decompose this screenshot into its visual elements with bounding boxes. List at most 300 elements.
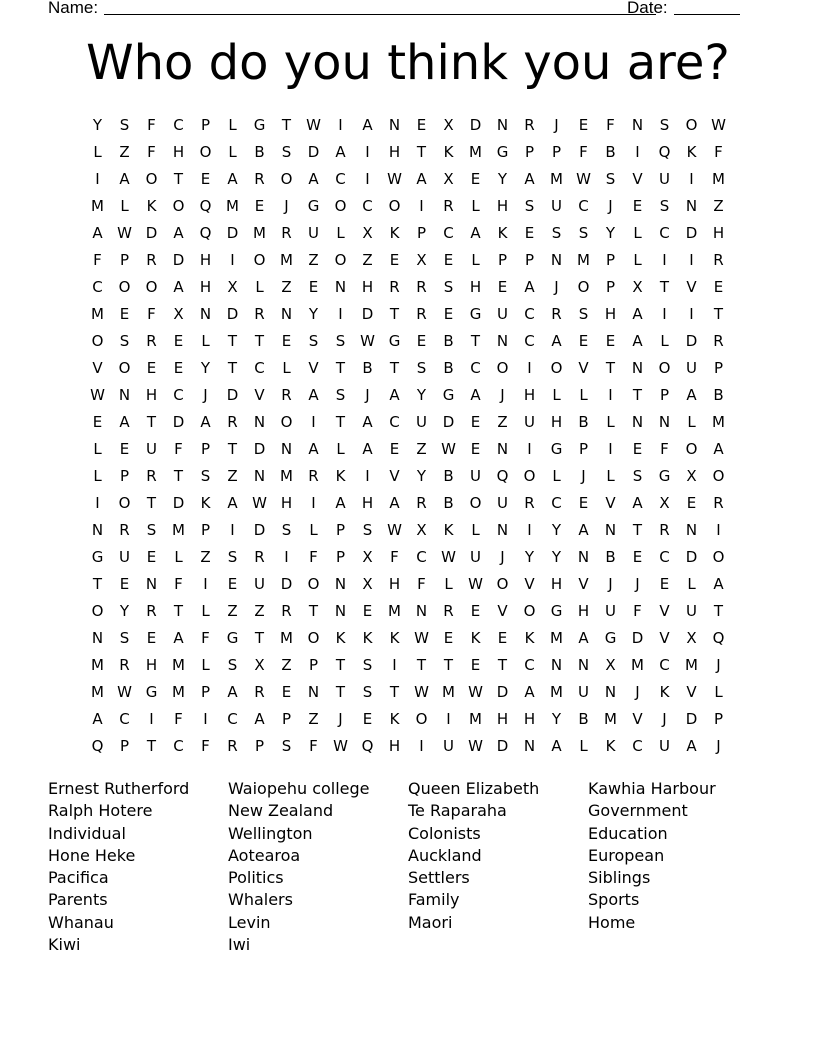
grid-letter[interactable]: E (92, 413, 103, 431)
grid-letter[interactable]: S (578, 224, 589, 242)
grid-letter[interactable]: N (685, 197, 698, 215)
grid-letter[interactable]: L (120, 197, 129, 215)
grid-letter[interactable]: E (146, 359, 157, 377)
grid-letter[interactable]: U (308, 224, 319, 242)
grid-letter[interactable]: M (604, 710, 617, 728)
grid-letter[interactable]: A (389, 386, 400, 404)
grid-letter[interactable]: Z (713, 197, 724, 215)
grid-letter[interactable]: S (281, 737, 292, 755)
grid-letter[interactable]: H (280, 494, 293, 512)
grid-letter[interactable]: S (632, 467, 643, 485)
grid-letter[interactable]: E (632, 197, 643, 215)
grid-letter[interactable]: I (608, 440, 613, 458)
grid-letter[interactable]: U (578, 683, 589, 701)
grid-letter[interactable]: X (362, 575, 373, 593)
grid-letter[interactable]: T (713, 305, 724, 323)
grid-letter[interactable]: P (524, 251, 535, 269)
grid-letter[interactable]: O (685, 440, 698, 458)
grid-letter[interactable]: V (686, 683, 697, 701)
grid-letter[interactable]: I (203, 575, 208, 593)
grid-letter[interactable]: U (254, 575, 265, 593)
grid-letter[interactable]: T (335, 359, 346, 377)
grid-letter[interactable]: Z (497, 413, 508, 431)
grid-letter[interactable]: R (443, 197, 454, 215)
grid-letter[interactable]: L (93, 143, 102, 161)
grid-letter[interactable]: U (470, 548, 481, 566)
grid-letter[interactable]: S (416, 359, 427, 377)
grid-letter[interactable]: U (659, 170, 670, 188)
grid-letter[interactable]: L (660, 332, 669, 350)
grid-letter[interactable]: J (635, 575, 640, 593)
grid-letter[interactable]: F (201, 737, 210, 755)
grid-letter[interactable]: U (551, 197, 562, 215)
grid-letter[interactable]: E (578, 332, 589, 350)
grid-letter[interactable]: L (282, 359, 291, 377)
grid-letter[interactable]: A (578, 629, 589, 647)
grid-letter[interactable]: L (201, 602, 210, 620)
grid-letter[interactable]: D (307, 143, 320, 161)
grid-letter[interactable]: K (362, 629, 373, 647)
grid-letter[interactable]: U (686, 359, 697, 377)
grid-letter[interactable]: S (119, 629, 130, 647)
grid-letter[interactable]: C (551, 494, 562, 512)
grid-letter[interactable]: X (632, 278, 643, 296)
grid-letter[interactable]: D (685, 548, 698, 566)
grid-letter[interactable]: A (524, 683, 535, 701)
grid-letter[interactable]: K (389, 710, 400, 728)
grid-letter[interactable]: D (469, 116, 482, 134)
grid-letter[interactable]: T (389, 359, 400, 377)
grid-letter[interactable]: T (227, 440, 238, 458)
grid-letter[interactable]: L (633, 224, 642, 242)
grid-letter[interactable]: M (172, 683, 185, 701)
grid-letter[interactable]: A (362, 440, 373, 458)
grid-letter[interactable]: H (388, 143, 401, 161)
grid-letter[interactable]: A (632, 494, 643, 512)
grid-letter[interactable]: M (226, 197, 239, 215)
grid-letter[interactable]: O (334, 251, 347, 269)
grid-letter[interactable]: O (118, 359, 131, 377)
grid-letter[interactable]: W (90, 386, 105, 404)
grid-letter[interactable]: R (389, 278, 400, 296)
grid-letter[interactable]: V (659, 629, 670, 647)
grid-letter[interactable]: C (443, 224, 454, 242)
grid-letter[interactable]: E (281, 332, 292, 350)
grid-letter[interactable]: L (309, 521, 318, 539)
grid-letter[interactable]: I (338, 116, 343, 134)
grid-letter[interactable]: O (145, 170, 158, 188)
grid-letter[interactable]: E (524, 224, 535, 242)
grid-letter[interactable]: E (362, 602, 373, 620)
grid-letter[interactable]: S (281, 143, 292, 161)
grid-letter[interactable]: D (145, 224, 158, 242)
grid-letter[interactable]: B (362, 359, 373, 377)
grid-letter[interactable]: W (414, 683, 429, 701)
grid-letter[interactable]: L (201, 656, 210, 674)
grid-letter[interactable]: A (632, 332, 643, 350)
grid-letter[interactable]: E (200, 170, 211, 188)
grid-letter[interactable]: A (173, 224, 184, 242)
grid-letter[interactable]: I (311, 494, 316, 512)
grid-letter[interactable]: I (284, 548, 289, 566)
grid-letter[interactable]: S (281, 521, 292, 539)
grid-letter[interactable]: U (443, 737, 454, 755)
grid-letter[interactable]: V (254, 386, 265, 404)
grid-letter[interactable]: P (605, 278, 616, 296)
grid-letter[interactable]: D (631, 629, 644, 647)
grid-letter[interactable]: R (146, 332, 157, 350)
grid-letter[interactable]: V (524, 575, 535, 593)
grid-letter[interactable]: V (389, 467, 400, 485)
grid-letter[interactable]: E (470, 440, 481, 458)
grid-letter[interactable]: I (662, 251, 667, 269)
grid-letter[interactable]: K (497, 224, 508, 242)
grid-letter[interactable]: P (308, 656, 319, 674)
grid-letter[interactable]: T (335, 683, 346, 701)
grid-letter[interactable]: N (523, 737, 536, 755)
grid-letter[interactable]: K (443, 143, 454, 161)
grid-letter[interactable]: P (254, 737, 265, 755)
grid-letter[interactable]: P (119, 467, 130, 485)
grid-letter[interactable]: I (149, 710, 154, 728)
grid-letter[interactable]: O (712, 548, 725, 566)
grid-letter[interactable]: N (307, 683, 320, 701)
grid-letter[interactable]: Y (551, 710, 562, 728)
grid-letter[interactable]: H (388, 737, 401, 755)
grid-letter[interactable]: H (496, 710, 509, 728)
grid-letter[interactable]: G (658, 467, 671, 485)
grid-letter[interactable]: F (174, 440, 183, 458)
grid-letter[interactable]: X (686, 467, 697, 485)
grid-letter[interactable]: R (254, 683, 265, 701)
grid-letter[interactable]: P (605, 251, 616, 269)
grid-letter[interactable]: N (631, 116, 644, 134)
grid-letter[interactable]: T (92, 575, 103, 593)
grid-letter[interactable]: M (550, 170, 563, 188)
grid-letter[interactable]: S (659, 116, 670, 134)
grid-letter[interactable]: B (254, 143, 265, 161)
grid-letter[interactable]: A (308, 170, 319, 188)
grid-letter[interactable]: X (443, 170, 454, 188)
grid-letter[interactable]: X (416, 251, 427, 269)
grid-letter[interactable]: I (716, 521, 721, 539)
grid-letter[interactable]: X (659, 494, 670, 512)
grid-letter[interactable]: P (119, 251, 130, 269)
grid-letter[interactable]: A (632, 305, 643, 323)
grid-letter[interactable]: S (335, 332, 346, 350)
grid-letter[interactable]: E (308, 278, 319, 296)
grid-letter[interactable]: Y (551, 548, 562, 566)
grid-letter[interactable]: H (496, 197, 509, 215)
grid-letter[interactable]: C (659, 656, 670, 674)
grid-letter[interactable]: S (551, 224, 562, 242)
grid-letter[interactable]: H (388, 575, 401, 593)
grid-letter[interactable]: K (389, 224, 400, 242)
grid-letter[interactable]: N (199, 305, 212, 323)
grid-letter[interactable]: N (496, 440, 509, 458)
grid-letter[interactable]: L (336, 440, 345, 458)
grid-letter[interactable]: R (713, 332, 724, 350)
grid-letter[interactable]: F (390, 548, 399, 566)
grid-letter[interactable]: A (551, 737, 562, 755)
grid-letter[interactable]: N (91, 629, 104, 647)
grid-letter[interactable]: Q (91, 737, 104, 755)
grid-letter[interactable]: W (441, 440, 456, 458)
grid-letter[interactable]: O (91, 602, 104, 620)
grid-letter[interactable]: X (362, 224, 373, 242)
grid-letter[interactable]: E (470, 413, 481, 431)
grid-letter[interactable]: R (308, 467, 319, 485)
grid-letter[interactable]: C (173, 386, 184, 404)
grid-letter[interactable]: R (659, 521, 670, 539)
grid-letter[interactable]: E (578, 116, 589, 134)
grid-letter[interactable]: K (389, 629, 400, 647)
grid-letter[interactable]: F (660, 440, 669, 458)
grid-letter[interactable]: G (550, 602, 563, 620)
grid-letter[interactable]: O (145, 278, 158, 296)
grid-letter[interactable]: Y (416, 386, 427, 404)
grid-letter[interactable]: F (174, 710, 183, 728)
grid-letter[interactable]: J (716, 737, 721, 755)
grid-letter[interactable]: C (524, 332, 535, 350)
grid-letter[interactable]: M (91, 197, 104, 215)
grid-letter[interactable]: D (442, 413, 455, 431)
grid-letter[interactable]: U (524, 413, 535, 431)
grid-letter[interactable]: O (523, 467, 536, 485)
grid-letter[interactable]: I (689, 170, 694, 188)
grid-letter[interactable]: G (604, 629, 617, 647)
grid-letter[interactable]: N (145, 575, 158, 593)
grid-letter[interactable]: G (145, 683, 158, 701)
grid-letter[interactable]: V (92, 359, 103, 377)
grid-letter[interactable]: P (551, 143, 562, 161)
grid-letter[interactable]: B (605, 143, 616, 161)
grid-letter[interactable]: H (550, 575, 563, 593)
grid-letter[interactable]: L (444, 575, 453, 593)
grid-letter[interactable]: X (362, 548, 373, 566)
grid-letter[interactable]: C (470, 359, 481, 377)
grid-letter[interactable]: W (441, 548, 456, 566)
grid-letter[interactable]: J (581, 467, 586, 485)
grid-letter[interactable]: F (309, 737, 318, 755)
grid-letter[interactable]: D (685, 332, 698, 350)
grid-letter[interactable]: A (335, 143, 346, 161)
grid-letter[interactable]: C (659, 548, 670, 566)
grid-letter[interactable]: B (443, 494, 454, 512)
grid-letter[interactable]: U (605, 602, 616, 620)
grid-letter[interactable]: C (524, 656, 535, 674)
grid-letter[interactable]: C (362, 197, 373, 215)
grid-letter[interactable]: T (416, 143, 427, 161)
grid-letter[interactable]: A (254, 710, 265, 728)
grid-letter[interactable]: L (93, 440, 102, 458)
grid-letter[interactable]: E (632, 548, 643, 566)
grid-letter[interactable]: H (172, 143, 185, 161)
grid-letter[interactable]: C (227, 710, 238, 728)
grid-letter[interactable]: S (227, 548, 238, 566)
grid-letter[interactable]: H (145, 386, 158, 404)
grid-letter[interactable]: A (686, 737, 697, 755)
grid-letter[interactable]: W (576, 170, 591, 188)
grid-letter[interactable]: R (524, 494, 535, 512)
grid-letter[interactable]: L (606, 467, 615, 485)
grid-letter[interactable]: Q (658, 143, 671, 161)
grid-letter[interactable]: S (308, 332, 319, 350)
grid-letter[interactable]: I (662, 305, 667, 323)
grid-letter[interactable]: A (524, 170, 535, 188)
grid-letter[interactable]: R (254, 548, 265, 566)
grid-letter[interactable]: N (550, 656, 563, 674)
grid-letter[interactable]: U (416, 413, 427, 431)
grid-letter[interactable]: R (254, 170, 265, 188)
grid-letter[interactable]: E (632, 440, 643, 458)
grid-letter[interactable]: P (200, 440, 211, 458)
grid-letter[interactable]: J (635, 683, 640, 701)
grid-letter[interactable]: L (579, 737, 588, 755)
grid-letter[interactable]: W (387, 170, 402, 188)
grid-letter[interactable]: M (469, 143, 482, 161)
grid-letter[interactable]: L (201, 332, 210, 350)
grid-letter[interactable]: M (172, 656, 185, 674)
grid-letter[interactable]: I (419, 197, 424, 215)
grid-letter[interactable]: T (227, 359, 238, 377)
grid-letter[interactable]: E (713, 278, 724, 296)
grid-letter[interactable]: O (496, 575, 509, 593)
grid-letter[interactable]: D (253, 521, 266, 539)
grid-letter[interactable]: H (361, 494, 374, 512)
grid-letter[interactable]: I (95, 170, 100, 188)
grid-letter[interactable]: N (91, 521, 104, 539)
grid-letter[interactable]: I (203, 710, 208, 728)
grid-letter[interactable]: F (147, 116, 156, 134)
grid-letter[interactable]: T (146, 413, 157, 431)
grid-letter[interactable]: T (632, 521, 643, 539)
grid-letter[interactable]: S (335, 386, 346, 404)
grid-letter[interactable]: P (200, 683, 211, 701)
grid-letter[interactable]: D (496, 683, 509, 701)
grid-letter[interactable]: B (443, 359, 454, 377)
grid-letter[interactable]: N (604, 521, 617, 539)
grid-letter[interactable]: R (227, 413, 238, 431)
grid-letter[interactable]: E (227, 575, 238, 593)
grid-letter[interactable]: E (362, 710, 373, 728)
grid-letter[interactable]: A (308, 386, 319, 404)
grid-letter[interactable]: E (470, 656, 481, 674)
grid-letter[interactable]: C (578, 197, 589, 215)
grid-letter[interactable]: Z (200, 548, 211, 566)
grid-letter[interactable]: R (713, 494, 724, 512)
grid-letter[interactable]: D (496, 737, 509, 755)
grid-letter[interactable]: I (635, 143, 640, 161)
grid-letter[interactable]: M (631, 656, 644, 674)
grid-letter[interactable]: T (443, 656, 454, 674)
grid-letter[interactable]: U (659, 737, 670, 755)
grid-letter[interactable]: T (497, 656, 508, 674)
grid-letter[interactable]: W (117, 224, 132, 242)
grid-letter[interactable]: E (119, 305, 130, 323)
grid-letter[interactable]: O (280, 170, 293, 188)
grid-letter[interactable]: A (173, 629, 184, 647)
grid-letter[interactable]: U (146, 440, 157, 458)
grid-letter[interactable]: M (577, 251, 590, 269)
grid-letter[interactable]: X (416, 521, 427, 539)
grid-letter[interactable]: M (550, 629, 563, 647)
grid-letter[interactable]: D (226, 224, 239, 242)
grid-letter[interactable]: E (443, 251, 454, 269)
grid-letter[interactable]: D (253, 440, 266, 458)
grid-letter[interactable]: N (496, 521, 509, 539)
grid-letter[interactable]: C (173, 737, 184, 755)
grid-letter[interactable]: J (554, 116, 559, 134)
grid-letter[interactable]: K (443, 521, 454, 539)
grid-letter[interactable]: A (389, 494, 400, 512)
grid-letter[interactable]: B (605, 548, 616, 566)
grid-letter[interactable]: E (389, 251, 400, 269)
grid-letter[interactable]: P (713, 359, 724, 377)
grid-letter[interactable]: M (712, 170, 725, 188)
grid-letter[interactable]: S (146, 521, 157, 539)
grid-letter[interactable]: I (311, 413, 316, 431)
grid-letter[interactable]: N (280, 440, 293, 458)
grid-letter[interactable]: X (254, 656, 265, 674)
grid-letter[interactable]: L (687, 413, 696, 431)
grid-letter[interactable]: V (632, 710, 643, 728)
grid-letter[interactable]: O (91, 332, 104, 350)
grid-letter[interactable]: C (335, 170, 346, 188)
grid-letter[interactable]: H (577, 602, 590, 620)
grid-letter[interactable]: J (284, 197, 289, 215)
grid-letter[interactable]: Z (281, 656, 292, 674)
grid-letter[interactable]: R (551, 305, 562, 323)
grid-letter[interactable]: P (200, 521, 211, 539)
grid-letter[interactable]: M (280, 629, 293, 647)
grid-letter[interactable]: M (280, 251, 293, 269)
grid-letter[interactable]: C (119, 710, 130, 728)
grid-letter[interactable]: W (387, 521, 402, 539)
grid-letter[interactable]: A (578, 521, 589, 539)
grid-letter[interactable]: V (308, 359, 319, 377)
grid-letter[interactable]: A (335, 494, 346, 512)
grid-letter[interactable]: E (497, 629, 508, 647)
grid-letter[interactable]: Z (281, 278, 292, 296)
grid-letter[interactable]: E (443, 629, 454, 647)
grid-letter[interactable]: P (200, 116, 211, 134)
grid-letter[interactable]: N (577, 656, 590, 674)
grid-letter[interactable]: F (201, 629, 210, 647)
grid-letter[interactable]: E (254, 197, 265, 215)
grid-letter[interactable]: R (281, 224, 292, 242)
grid-letter[interactable]: P (659, 386, 670, 404)
grid-letter[interactable]: F (147, 305, 156, 323)
grid-letter[interactable]: H (145, 656, 158, 674)
grid-letter[interactable]: T (281, 116, 292, 134)
grid-letter[interactable]: A (362, 116, 373, 134)
grid-letter[interactable]: K (686, 143, 697, 161)
grid-letter[interactable]: C (632, 737, 643, 755)
grid-letter[interactable]: N (496, 332, 509, 350)
grid-letter[interactable]: N (631, 359, 644, 377)
grid-letter[interactable]: T (335, 656, 346, 674)
grid-letter[interactable]: N (253, 467, 266, 485)
grid-letter[interactable]: Q (361, 737, 374, 755)
grid-letter[interactable]: W (468, 575, 483, 593)
grid-letter[interactable]: P (524, 143, 535, 161)
grid-letter[interactable]: O (577, 278, 590, 296)
grid-letter[interactable]: O (334, 197, 347, 215)
grid-letter[interactable]: G (550, 440, 563, 458)
grid-letter[interactable]: W (360, 332, 375, 350)
grid-letter[interactable]: W (117, 683, 132, 701)
